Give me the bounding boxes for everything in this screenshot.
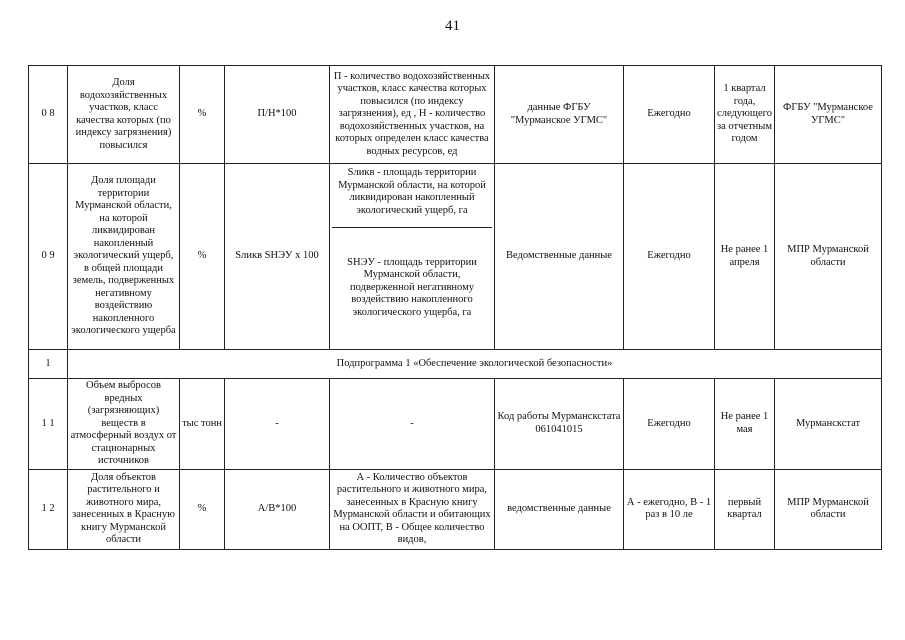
formula-definition: А - Количество объектов растительного и животного мира, занесенных в Красную книгу Мурманской области и обитающих на ООПТ, В - Общее количество видов,: [330, 469, 495, 549]
data-source: данные ФГБУ "Мурманское УГМС": [495, 66, 624, 164]
formula-definition: [330, 164, 495, 350]
row-number: 1: [29, 350, 68, 379]
data-source: ведомственные данные: [495, 469, 624, 549]
unit: %: [180, 66, 225, 164]
definition-part-top: Sликв - площадь территории Мурманской области, на которой ликвидирован накопленный экологический ущерб, га: [332, 165, 492, 228]
deadline: 1 квартал года, следующего за отчетным годом: [715, 66, 775, 164]
subprogram-title: Подпрограмма 1 «Обеспечение экологической безопасности»: [68, 350, 882, 379]
row-number: 1 1: [29, 379, 68, 470]
indicator-name: Доля площади территории Мурманской области, на которой ликвидирован накопленный экологический ущерб, в общей площади земель, подверженных негативному воздействию накопленного экологического ущерба: [68, 164, 180, 350]
indicator-name: Доля объектов растительного и животного мира, занесенных в Красную книгу Мурманской области: [68, 469, 180, 549]
table-row: [29, 66, 882, 164]
formula-definition: -: [330, 379, 495, 470]
deadline: первый квартал: [715, 469, 775, 549]
formula: П/Н*100: [225, 66, 330, 164]
unit: %: [180, 469, 225, 549]
row-number: 0 8: [29, 66, 68, 164]
formula-definition: П - количество водохозяйственных участков, класс качества которых повысился (по индексу загрязнения), ед , Н - количество водохозяйственных участков, на которых определен класс качества водных ресурсов, ед: [330, 66, 495, 164]
frequency: Ежегодно: [624, 66, 715, 164]
table-row: [29, 164, 882, 350]
row-number: 1 2: [29, 469, 68, 549]
frequency: Ежегодно: [624, 379, 715, 470]
formula: -: [225, 379, 330, 470]
subprogram-row: [29, 350, 882, 379]
deadline: Не ранее 1 апреля: [715, 164, 775, 350]
row-number: 0 9: [29, 164, 68, 350]
unit: %: [180, 164, 225, 350]
table-row: [29, 379, 882, 470]
responsible: ФГБУ "Мурманское УГМС": [775, 66, 882, 164]
unit: тыс тонн: [180, 379, 225, 470]
table-row: [29, 469, 882, 549]
definition-part-bottom: SНЭУ - площадь территории Мурманской области, подверженной негативному воздействию накопленного экологического ущерба, га: [347, 256, 477, 318]
page-number: 41: [445, 18, 460, 34]
responsible: МПР Мурманской области: [775, 164, 882, 350]
frequency: Ежегодно: [624, 164, 715, 350]
formula: А/В*100: [225, 469, 330, 549]
data-source: Код работы Мурманскстата 061041015: [495, 379, 624, 470]
responsible: Мурманскстат: [775, 379, 882, 470]
responsible: МПР Мурманской области: [775, 469, 882, 549]
indicator-name: Доля водохозяйственных участков, класс качества которых (по индексу загрязнения) повысился: [68, 66, 180, 164]
indicator-name: Объем выбросов вредных (загрязняющих) веществ в атмосферный воздух от стационарных источников: [68, 379, 180, 470]
frequency: А - ежегодно, В - 1 раз в 10 ле: [624, 469, 715, 549]
indicators-table: [28, 65, 882, 550]
data-source: Ведомственные данные: [495, 164, 624, 350]
deadline: Не ранее 1 мая: [715, 379, 775, 470]
formula: Sликв SНЭУ x 100: [225, 164, 330, 350]
